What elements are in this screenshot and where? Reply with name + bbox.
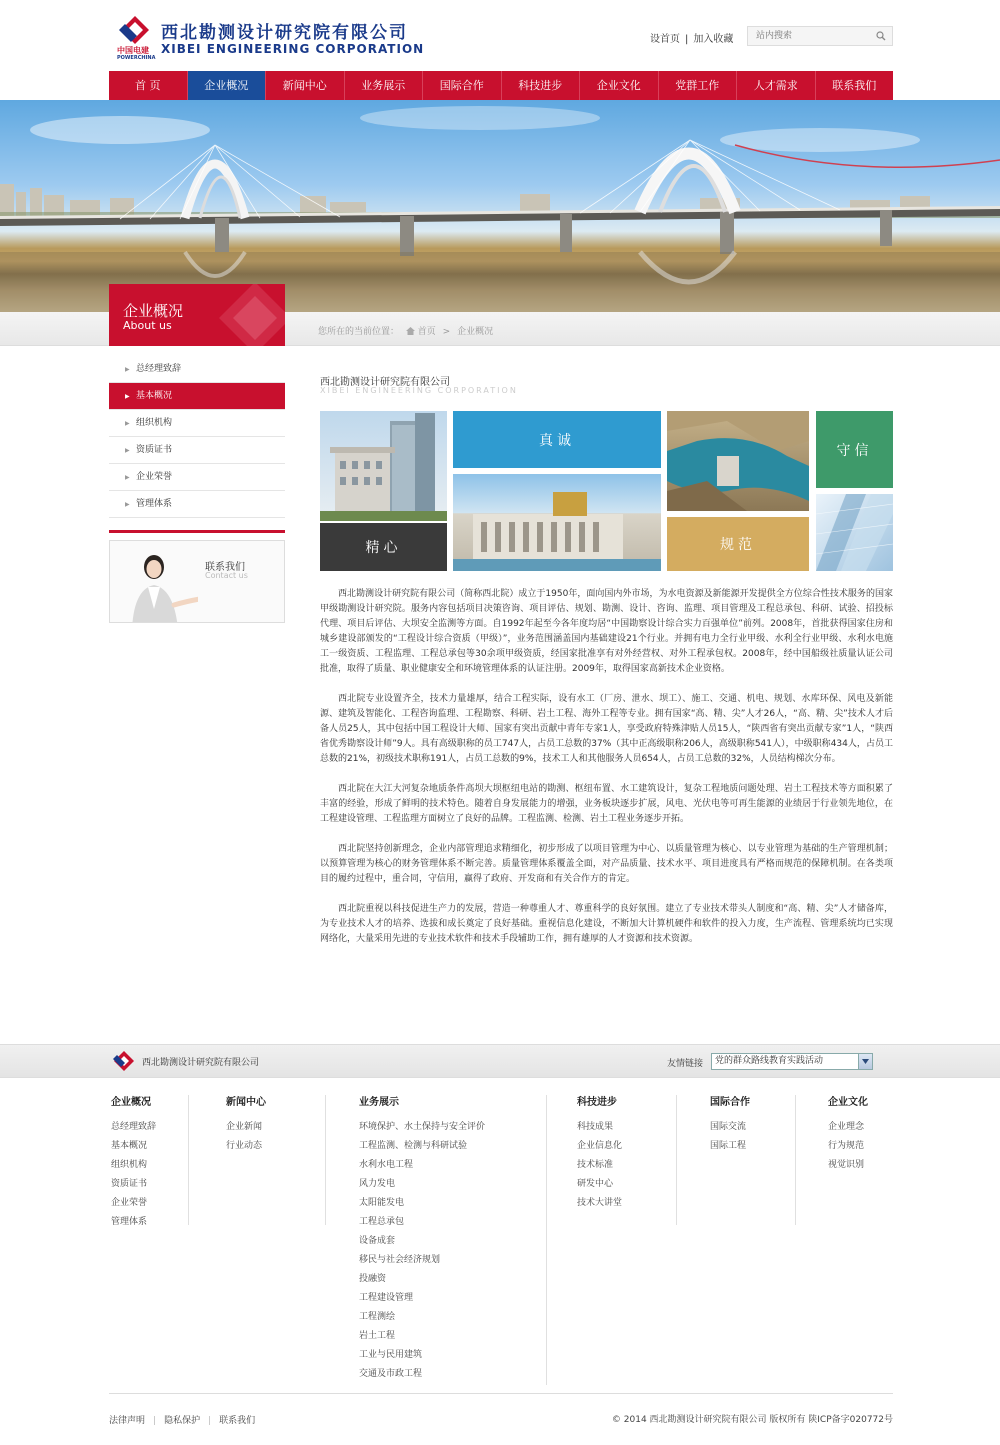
sidebar-bottom-bar [109, 530, 285, 533]
tile-shouxin-label: 守信 [836, 442, 873, 459]
top-links [650, 30, 733, 45]
footer-link[interactable]: 水利水电工程 [359, 1160, 414, 1170]
site-logo[interactable] [115, 14, 425, 64]
friend-links-label: 友情链接 [667, 1059, 704, 1069]
footer-column-divider [325, 1095, 326, 1225]
site-header [0, 0, 1000, 71]
bullet-arrow-icon: ▶ [125, 420, 130, 427]
search-input[interactable] [748, 27, 868, 45]
sidebar-item-label: 企业荣誉 [136, 472, 173, 482]
tile-guifan[interactable] [667, 517, 809, 571]
intro-paragraph: 西北院重视以科技促进生产力的发展，营造一种尊重人才、尊重科学的良好氛围。建立了专业技术带头人制度和“高、精、尖”人才储备库，为专业技术人才的培养、选拔和成长奠定了良好基础。重视信息化建设，不断加大计算机硬件和软件的投入力度，生产流程、管理系统均已实现网络化，大量采用先进的专业技术软件和技术手段辅助工作，拥有雄厚的人才资源和技术资源。 [320, 904, 893, 944]
tile-guifan-label: 规范 [720, 537, 756, 553]
bridge-illustration [0, 100, 1000, 312]
footer-link[interactable]: 工程测绘 [359, 1312, 396, 1322]
link-separator: | [153, 1416, 157, 1426]
section-title-en: About us [123, 319, 172, 332]
sidebar-item-3[interactable] [109, 437, 285, 464]
sidebar-item-label: 组织机构 [136, 418, 173, 428]
contact-us-box[interactable] [109, 540, 285, 623]
footer-column [577, 1093, 622, 1213]
tile-zhencheng-label: 真诚 [539, 432, 575, 449]
footer-link[interactable]: 总经理致辞 [111, 1122, 157, 1132]
nav-item-2[interactable]: 新闻中心 [266, 71, 345, 100]
footer-link[interactable]: 国际交流 [710, 1122, 747, 1132]
chevron-down-icon [862, 1059, 869, 1064]
footer-bottom-link[interactable]: 法律声明 [109, 1416, 146, 1426]
main-nav [109, 71, 893, 100]
sidebar-menu [109, 356, 285, 518]
sidebar-item-4[interactable] [109, 464, 285, 491]
footer-link[interactable]: 企业信息化 [577, 1141, 623, 1151]
footer-link[interactable]: 工程总承包 [359, 1217, 405, 1227]
footer-link[interactable]: 研发中心 [577, 1179, 614, 1189]
footer-link[interactable]: 工程建设管理 [359, 1293, 414, 1303]
hydropower-station-image-icon [453, 474, 661, 571]
tile-jingxin[interactable] [320, 523, 447, 571]
footer-link[interactable]: 设备成套 [359, 1236, 396, 1246]
footer-column-title[interactable]: 科技进步 [577, 1097, 617, 1108]
image-mosaic [320, 411, 893, 571]
office-building-photo [320, 411, 447, 521]
friend-links-select[interactable] [711, 1053, 873, 1070]
sidebar-item-2[interactable] [109, 410, 285, 437]
footer-link[interactable]: 企业新闻 [226, 1122, 263, 1132]
footer-column-divider [676, 1095, 677, 1225]
footer-column-title[interactable]: 企业文化 [828, 1097, 868, 1108]
content-subtitle: XIBEI ENGINEERING CORPORATION [320, 386, 518, 395]
search-icon[interactable] [876, 31, 886, 41]
nav-item-9[interactable]: 联系我们 [832, 79, 877, 92]
footer-link[interactable]: 技术标准 [577, 1160, 614, 1170]
customer-service-person-icon [118, 549, 198, 623]
footer-bottom-links [109, 1413, 255, 1426]
set-home-link[interactable]: 设首页 [650, 34, 680, 45]
footer-link[interactable]: 工业与民用建筑 [359, 1350, 423, 1360]
footer-column [828, 1093, 868, 1175]
footer-link[interactable]: 风力发电 [359, 1179, 396, 1189]
footer-link[interactable]: 企业荣誉 [111, 1198, 148, 1208]
nav-item-8[interactable]: 人才需求 [737, 71, 816, 100]
footer-column-divider [188, 1095, 189, 1225]
sidebar-item-0[interactable] [109, 356, 285, 383]
footer-column [111, 1093, 156, 1232]
footer-link[interactable]: 资质证书 [111, 1179, 148, 1189]
bullet-arrow-icon: ▶ [125, 366, 130, 373]
copyright: © 2014 西北勘测设计研究院有限公司 版权所有 陕ICP备字020772号 [611, 1415, 893, 1425]
footer-company-name: 西北勘测设计研究院有限公司 [142, 1058, 260, 1068]
glass-building-photo [816, 494, 893, 571]
breadcrumb-current: 企业概况 [457, 327, 494, 337]
footer-link[interactable]: 科技成果 [577, 1122, 614, 1132]
footer-link[interactable]: 交通及市政工程 [359, 1369, 423, 1379]
logo-company-english: XIBEI ENGINEERING CORPORATION [161, 42, 425, 56]
footer-link[interactable]: 工程监测、检测与科研试验 [359, 1141, 468, 1151]
footer-divider [109, 1393, 893, 1394]
sidebar-item-label: 总经理致辞 [136, 364, 182, 374]
footer-column [359, 1093, 485, 1384]
footer-link[interactable]: 环境保护、水土保持与安全评价 [359, 1122, 486, 1132]
tile-jingxin-label: 精心 [365, 540, 402, 556]
nav-item-5[interactable]: 科技进步 [502, 71, 581, 100]
nav-item-6[interactable]: 企业文化 [580, 71, 659, 100]
footer-bottom-link[interactable]: 联系我们 [219, 1416, 256, 1426]
footer-column-title[interactable]: 业务展示 [359, 1097, 399, 1108]
nav-item-4[interactable]: 国际合作 [423, 71, 502, 100]
footer-link[interactable]: 国际工程 [710, 1141, 747, 1151]
footer-link[interactable]: 投融资 [359, 1274, 387, 1284]
sidebar-item-label: 管理体系 [136, 499, 173, 509]
footer-column [226, 1093, 266, 1156]
nav-item-1[interactable]: 企业概况 [188, 71, 267, 100]
bullet-arrow-icon: ▶ [125, 474, 130, 481]
dropdown-button[interactable] [858, 1054, 872, 1069]
footer-link[interactable]: 管理体系 [111, 1217, 148, 1227]
search-box [747, 26, 893, 46]
add-favorite-link[interactable]: 加入收藏 [693, 34, 734, 45]
nav-item-0[interactable]: 首 页 [109, 71, 188, 100]
footer-bottom-link[interactable]: 隐私保护 [164, 1416, 201, 1426]
tile-zhencheng[interactable] [453, 411, 661, 468]
footer-link[interactable]: 组织机构 [111, 1160, 148, 1170]
power-station-photo [453, 474, 661, 571]
decorative-diamond-icon [215, 284, 285, 346]
sidebar-item-5[interactable] [109, 491, 285, 518]
footer-column-divider [546, 1095, 547, 1385]
bullet-arrow-icon: ▶ [125, 393, 130, 400]
footer-column-divider [795, 1095, 796, 1225]
sidebar-item-label: 基本概况 [136, 391, 173, 401]
dam-aerial-image-icon [667, 411, 809, 511]
logo-small-en: POWERCHINA [117, 55, 156, 61]
contact-us-subtitle: Contact us [205, 571, 248, 580]
intro-paragraph: 西北院在大江大河复杂地质条件高坝大坝枢纽电站的勘测、枢纽布置、水工建筑设计，复杂工程地质问题处理、岩土工程技术等方面积累了丰富的经验，形成了鲜明的技术特色。随着自身发展能力的增强，业务板块逐步扩展，风电、光伏电等可再生能源的业绩居于行业领先地位，在工程建设管理、工程监理方面树立了良好的品牌。工程监测、检测、岩土工程业务逐步开拓。 [320, 784, 893, 824]
footer-link[interactable]: 基本概况 [111, 1141, 148, 1151]
bullet-arrow-icon: ▶ [125, 447, 130, 454]
footer-link[interactable]: 企业理念 [828, 1122, 865, 1132]
footer-column-title[interactable]: 国际合作 [710, 1097, 750, 1108]
top-links-separator: | [685, 34, 689, 45]
company-introduction [320, 587, 893, 962]
footer-link[interactable]: 岩土工程 [359, 1331, 396, 1341]
dam-photo [667, 411, 809, 511]
banner-image [0, 100, 1000, 312]
friend-links-selected: 党的群众路线教育实践活动 [715, 1056, 824, 1066]
contact-us-title: 联系我们 [205, 562, 245, 573]
footer-column [710, 1093, 750, 1156]
nav-item-7[interactable]: 党群工作 [659, 71, 738, 100]
nav-item-3[interactable]: 业务展示 [345, 71, 424, 100]
link-separator: | [208, 1416, 212, 1426]
glass-facade-image-icon [816, 494, 893, 571]
sidebar-item-1[interactable] [109, 383, 285, 410]
footer-link[interactable]: 技术大讲堂 [577, 1198, 623, 1208]
home-icon [406, 327, 415, 335]
content-title: 西北勘测设计研究院有限公司 [320, 377, 450, 388]
sidebar-item-label: 资质证书 [136, 445, 173, 455]
breadcrumb-separator: > [442, 327, 451, 337]
footer-link[interactable]: 太阳能发电 [359, 1198, 405, 1208]
footer-column-title[interactable]: 企业概况 [111, 1097, 151, 1108]
breadcrumb-prefix: 您所在的当前位置： [318, 327, 400, 337]
footer-link[interactable]: 移民与社会经济规划 [359, 1255, 441, 1265]
section-title-box [109, 284, 285, 346]
breadcrumb [318, 324, 497, 337]
intro-paragraph: 西北院坚持创新理念，企业内部管理追求精细化，初步形成了以项目管理为中心、以质量管理为核心、以专业管理为基础的生产管理机制；以预算管理为核心的财务管理体系不断完善。质量管理体系覆盖全面，对产品质量、技术水平、项目进度具有严格而规范的保障机制。在各类项目的履约过程中，重合同，守信用，赢得了政府、开发商和有关合作方的肯定。 [320, 844, 893, 884]
office-building-image-icon [320, 411, 447, 521]
footer-link[interactable]: 视觉识别 [828, 1160, 865, 1170]
bullet-arrow-icon: ▶ [125, 501, 130, 508]
logo-small-cn: 中国电建 [117, 46, 149, 55]
section-title-cn: 企业概况 [123, 302, 184, 320]
intro-paragraph: 西北院专业设置齐全，技术力量雄厚，结合工程实际，设有水工（厂房、泄水、坝工）、施工、交通、机电、规划、水库环保、风电及新能源、建筑及智能化、工程咨询监理、工程勘察、科研、岩土工程、海外工程等专业。拥有国家“高、精、尖”人才26人，“高、精、尖”技术人才后备人员25人，其中包括中国工程设计大师、国家有突出贡献中青年专家1人，享受政府特殊津贴人员15人，“陕西省有突出贡献专家”1人，“陕西省优秀勘察设计师”9人。具有高级职称的员工747人，占员工总数的37%（其中正高级职称206人，高级职称541人），中级职称434人，占员工总数的21%，初级技术职称191人，占员工总数的9%，技术工人和其他服务人员654人，占员工总数的32%，人员结构梯次分布。 [320, 694, 893, 764]
tile-shouxin[interactable] [816, 411, 893, 488]
footer-link[interactable]: 行业动态 [226, 1141, 263, 1151]
logo-company-name: 西北勘测设计研究院有限公司 [161, 23, 408, 43]
footer-logo-icon [109, 1050, 139, 1072]
footer-column-title[interactable]: 新闻中心 [226, 1097, 266, 1108]
footer-link[interactable]: 行为规范 [828, 1141, 865, 1151]
breadcrumb-home[interactable]: 首页 [417, 327, 436, 337]
intro-paragraph: 西北勘测设计研究院有限公司（简称西北院）成立于1950年，面向国内外市场，为水电资源及新能源开发提供全方位综合性技术服务的国家甲级勘测设计研究院。服务内容包括项目决策咨询、项目评估、规划、勘测、设计、咨询、监理、项目管理及工程总承包、科研、试验、招投标代理、项目后评估、大坝安全监测等方面。自1992年起至今各年度均居“中国勘察设计综合实力百强单位”前列。2008年，首批获得国家住房和城乡建设部颁发的“工程设计综合资质（甲级）”，业务范围涵盖国内基础建设21个行业。并拥有电力全行业甲级、水利全行业甲级、水利水电施工一级资质、工程监理、工程总承包等30余项甲级资质，经国家批准享有对外经营权、对外工程承包权。2008年，经中国船级社质量认证公司批准，取得了质量、职业健康安全和环境管理体系的认证注册。2009年，取得国家高新技术企业资格。 [320, 589, 893, 674]
